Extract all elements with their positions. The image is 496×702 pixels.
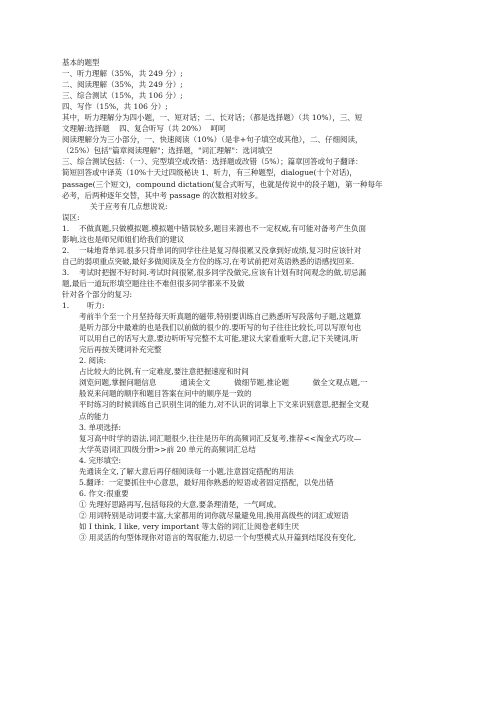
- cloze-line: 先通读全文,了解大意后再仔细阅读每一小题,注意固定搭配的用法: [79, 466, 294, 476]
- writing-item: [79, 532, 434, 543]
- mistake-line: 一味地背单词.很多只背单词的同学往往是复习得很累又没拿到好成绩,复习时应该针对: [79, 245, 362, 255]
- writing-item: [79, 499, 434, 510]
- section-label: 听力:: [87, 301, 105, 311]
- mistake-item: [62, 245, 434, 256]
- writing-item: [79, 521, 434, 532]
- intro-line: 其中，听力理解分为四小题，一、短对话；二、长对话；（都是选择题）（共 10%），三、短: [62, 113, 363, 123]
- mistakes-heading: 误区:: [62, 212, 80, 222]
- mistake-number: 3.: [62, 267, 70, 277]
- doc-title: 基本的题型: [62, 58, 100, 67]
- item-marker: ③: [79, 533, 87, 543]
- listening-paragraph: [62, 311, 434, 355]
- mistake-line: 影响,这也是师兄师姐们给我们的建议: [62, 234, 185, 244]
- prep-heading: 关于应考有几点想说说:: [90, 201, 168, 211]
- reading-line: 平时练习的时候训练自己识别生词的能力,对不认识的词靠上下文来识别意思,把握全文观: [79, 400, 369, 410]
- listening-line: 完后再按关键词补充完整: [79, 345, 162, 355]
- section-writing-heading: 6. 作文:很重要: [79, 488, 129, 498]
- reading-line: 点的能力: [79, 411, 109, 421]
- writing-item-text: 如 I think, I like, very important 等太俗的词汇让阅卷老师生厌: [79, 521, 300, 531]
- section-number: 1.: [62, 301, 70, 311]
- question-type-item: 二、阅读理解（35%，共 249 分）;: [62, 80, 183, 90]
- section-listening-heading: [62, 300, 434, 311]
- section-reading-heading: 2. 阅读:: [79, 356, 107, 366]
- choice-line: 大学英语词汇四级分册>>前 20 单元的高频词汇总结: [79, 444, 256, 454]
- intro-line: 文理解:选择题 四、复合听写（共 20%） 呵呵: [62, 124, 226, 134]
- intro-line: 必考，后两种逐年交替，其中考 passage 的次数相对较多。: [62, 190, 263, 200]
- intro-line: （25%）包括"篇章阅读理解"；选择题，"词汇理解"：选词填空: [62, 146, 273, 156]
- section-cloze-heading: 4. 完形填空:: [79, 455, 122, 465]
- choice-paragraph: [62, 433, 434, 455]
- question-type-item: 三、综合测试（15%，共 106 分）;: [62, 91, 183, 101]
- item-marker: ②: [79, 510, 87, 520]
- mistakes-list: [62, 223, 434, 289]
- mistake-line: 不做真题,只做模拟题.模拟题中错误较多,题目来源也不一定权威,有可能对备考产生负面: [79, 223, 367, 233]
- writing-item-text: 用灵活的句型体现你对语言的驾驭能力,切忌一个句型模式从开篇到结尾没有变化,: [88, 533, 357, 543]
- writing-item-text: 用词特别是动词要丰富,大家都用的词你就尽量避免用,换用高级些的词汇或短语: [88, 510, 349, 520]
- question-type-item: 一、听力理解（35%，共 249 分）;: [62, 69, 183, 79]
- mistake-item: [62, 267, 434, 278]
- document-page: [62, 57, 434, 543]
- reading-line: 占比较大的比例,有一定难度,要注意把握速度和时间: [79, 367, 249, 377]
- listening-line: 是听力部分中最难的也是我们以前做的很少的.要听写的句子往往比较长,可以写原句也: [79, 323, 362, 333]
- listening-line: 可以用自己的话写大意,要边听听写完整不太可能,建议大家看重听大意,记下关键词,听: [79, 334, 359, 344]
- intro-line: 简短回答或中译英（10%十天过四级秘诀 1、听力，有三种题型，dialogue(十个对话)，: [62, 168, 357, 178]
- reading-line: 浏览问题,掌握问题信息 通读全文 做细节题,推论题 做全文观点题,一: [79, 378, 368, 388]
- intro-paragraph: [62, 112, 434, 200]
- question-type-list: [62, 68, 434, 112]
- cloze-paragraph: [62, 466, 434, 488]
- question-type-item: 四、写作（15%，共 106 分）;: [62, 102, 168, 112]
- listening-line: 考前半个至一个月坚持每天听真题的磁带,特别要训练自己熟悉听写段落句子题,这题算: [79, 312, 362, 322]
- writing-item-text: 先理好思路再写,包括每段的大意,要条理清楚，一气呵成。: [88, 499, 282, 509]
- intro-line: 三、综合测试包括：（一）、完型填空或改错：选择题或改错（5%）；篇章回答或句子翻译：: [62, 157, 363, 167]
- reading-paragraph: [62, 366, 434, 421]
- writing-list: [62, 499, 434, 543]
- review-intro: 针对各个部分的复习:: [62, 289, 133, 299]
- mistake-number: 1.: [62, 223, 70, 233]
- choice-line: 复习高中时学的语法,词汇题很少,往往是历年的高频词汇反复考,推荐<<淘金式巧攻—: [79, 433, 362, 443]
- section-choice-heading: 3. 单项选择:: [79, 422, 122, 432]
- writing-item: [79, 510, 434, 521]
- cloze-line: 5.翻译：一定要抓住中心意思，最好用你熟悉的短语或者固定搭配，以免出错: [79, 477, 334, 487]
- mistake-item: [62, 223, 434, 234]
- item-marker: ①: [79, 499, 87, 509]
- reading-line: 般说来问题的顺序和题目答案在问中的顺序是一致的: [79, 389, 252, 399]
- mistake-line: 题,最后一道玩形填空题往往不难但很多同学都来不及做: [62, 278, 245, 288]
- mistake-number: 2.: [62, 245, 70, 255]
- intro-line: 阅读理解分为三小部分，一、快速阅读（10%）（是非+句子填空或其他），二、仔细阅读，: [62, 135, 363, 145]
- mistake-line: 考试时把握不好时间.考试时间很紧,很多同学没做完,应该有计划有时间观念的做,切忌漏: [79, 267, 367, 277]
- mistake-line: 自己的弱项重点突破,最好多做阅读及全方位的练习,在考试前把对英语熟悉的语感找回来.: [62, 256, 355, 266]
- intro-line: passage(三个短文)，compound dictation(复合式听写，也就是传说中的段子题)，第一种每年: [62, 179, 383, 189]
